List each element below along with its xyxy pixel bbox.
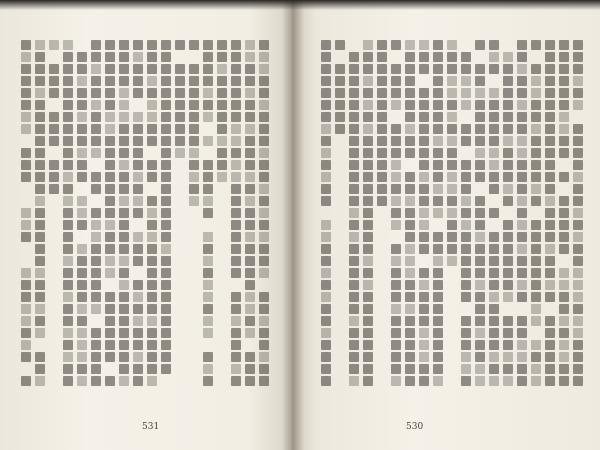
text-column [188,40,200,402]
text-column [558,40,570,402]
text-column [216,40,228,402]
text-column [446,40,458,402]
text-column [34,40,46,402]
left-page [0,0,292,450]
text-column [146,40,158,402]
text-column [258,40,270,402]
text-column [432,40,444,402]
text-column [488,40,500,402]
text-column [460,40,472,402]
text-column [474,40,486,402]
text-column [118,40,130,402]
text-column [404,40,416,402]
text-column [202,40,214,402]
right-page-number: 530 [406,422,424,432]
text-column [418,40,430,402]
text-column [516,40,528,402]
text-column [20,40,32,402]
text-column [376,40,388,402]
text-column [104,40,116,402]
text-column [544,40,556,402]
text-column [76,40,88,402]
right-page [292,0,600,450]
text-column [502,40,514,402]
text-column [244,40,256,402]
text-column [230,40,242,402]
text-column [62,40,74,402]
text-column [132,40,144,402]
text-column [48,40,60,402]
text-column [572,40,584,402]
text-column [530,40,542,402]
book-top-shadow [0,0,600,10]
text-column [90,40,102,402]
text-column [390,40,402,402]
book-gutter [282,0,304,450]
text-column [334,40,346,402]
text-column [174,40,186,402]
text-column [160,40,172,402]
left-page-number: 531 [142,422,160,432]
left-page-text-columns [14,40,270,402]
text-column [320,40,332,402]
text-column [362,40,374,402]
text-column [348,40,360,402]
right-page-text-columns [316,40,584,402]
